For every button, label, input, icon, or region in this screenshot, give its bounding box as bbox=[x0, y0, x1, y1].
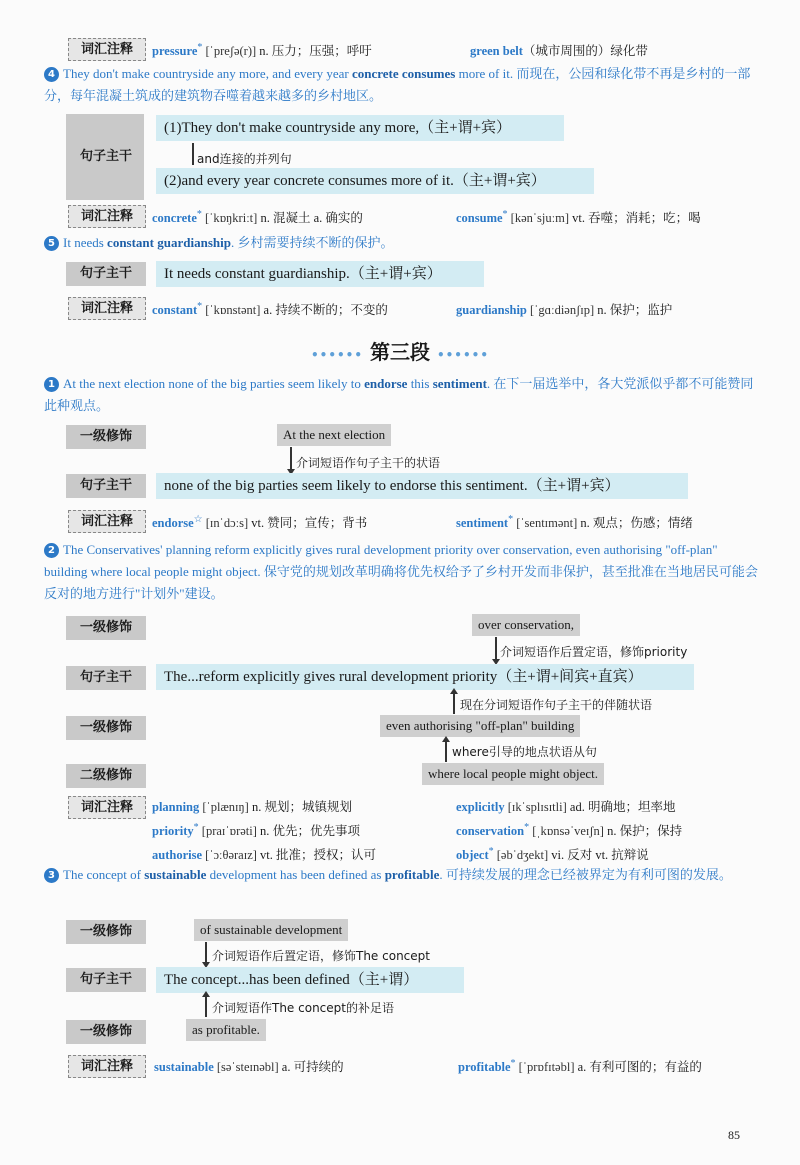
vocab-green-belt: green belt（城市周围的）绿化带 bbox=[470, 44, 648, 58]
vocab-pressure: pressure* [ˈpreʃə(r)] n. 压力；压强；呼吁 bbox=[152, 41, 372, 58]
arrow-down bbox=[290, 447, 292, 471]
arrow-up bbox=[205, 995, 207, 1017]
note: 介词短语作后置定语，修饰priority bbox=[500, 645, 688, 659]
sentence-5: 5 It needs constant guardianship. 乡村需要持续不断的保护。 bbox=[44, 232, 764, 254]
sentence-number: 2 bbox=[44, 543, 59, 558]
main-label: 句子主干 bbox=[66, 262, 146, 286]
vocab-label: 词汇注释 bbox=[68, 510, 146, 533]
main-label: 句子主干 bbox=[66, 968, 146, 992]
mod1-label: 一级修饰 bbox=[66, 1020, 146, 1044]
vocab-label: 词汇注释 bbox=[68, 1055, 146, 1078]
sentence-number: 3 bbox=[44, 868, 59, 883]
decoration-dots: •••••• bbox=[436, 348, 489, 362]
vocab-priority: priority* [praɪˈɒrəti] n. 优先；优先事项 bbox=[152, 821, 361, 838]
mod1-label: 一级修饰 bbox=[66, 425, 146, 449]
main-label: 句子主干 bbox=[66, 474, 146, 498]
sentence-number: 5 bbox=[44, 236, 59, 251]
arrow-down bbox=[495, 637, 497, 661]
sentence-4: 4 They don't make countryside any more, and every year concrete consumes more of it. 而现在，公园和绿化带不再是乡村的一部分，每年混凝土筑成的建筑物吞噬着越来越多的乡村地区。 bbox=[44, 66, 751, 103]
main-clause-2: (2)and every year concrete consumes more of it.（主+谓+宾） bbox=[156, 168, 594, 194]
modifier-box: over conservation, bbox=[472, 614, 580, 636]
vocab-concrete: concrete* [ˈkɒŋkriːt] n. 混凝土 a. 确实的 bbox=[152, 208, 363, 225]
note: 介词短语作后置定语，修饰The concept bbox=[212, 949, 430, 963]
vocab-conservation: conservation* [ˌkɒnsəˈveɪʃn] n. 保护；保持 bbox=[456, 821, 683, 838]
decoration-dots: •••••• bbox=[311, 348, 364, 362]
vocab-label: 词汇注释 bbox=[68, 297, 146, 320]
mod1-label: 一级修饰 bbox=[66, 716, 146, 740]
main-label: 句子主干 bbox=[66, 666, 146, 690]
main-clause: It needs constant guardianship.（主+谓+宾） bbox=[156, 261, 484, 287]
arrow-up bbox=[453, 692, 455, 714]
arrow-down bbox=[205, 942, 207, 964]
main-clause-1: (1)They don't make countryside any more,（主+谓+宾） bbox=[156, 115, 564, 141]
vocab-sentiment: sentiment* [ˈsentɪmənt] n. 观点；伤感；情绪 bbox=[456, 513, 693, 530]
vocab-constant: constant* [ˈkɒnstənt] a. 持续不断的；不变的 bbox=[152, 300, 388, 317]
modifier-box: even authorising "off-plan" building bbox=[380, 715, 580, 737]
vocab-label: 词汇注释 bbox=[68, 38, 146, 61]
note: 介词短语作句子主干的状语 bbox=[296, 456, 441, 470]
mod2-label: 二级修饰 bbox=[66, 764, 146, 788]
modifier-box: as profitable. bbox=[186, 1019, 266, 1041]
sentence-number: 1 bbox=[44, 377, 59, 392]
note: 现在分词短语作句子主干的伴随状语 bbox=[460, 698, 653, 712]
main-clause: The concept...has been defined（主+谓） bbox=[156, 967, 464, 993]
mod1-label: 一级修饰 bbox=[66, 920, 146, 944]
arrow-up bbox=[445, 740, 447, 762]
vocab-guardianship: guardianship [ˈgɑːdiənʃɪp] n. 保护；监护 bbox=[456, 303, 673, 317]
vocab-profitable: profitable* [ˈprɒfɪtəbl] a. 有利可图的；有益的 bbox=[458, 1057, 702, 1074]
vocab-consume: consume* [kənˈsjuːm] vt. 吞噬；消耗；吃；喝 bbox=[456, 208, 701, 225]
note: 介词短语作The concept的补足语 bbox=[212, 1001, 394, 1015]
section-title: •••••• 第三段 •••••• bbox=[311, 340, 489, 364]
note-coordinate: and连接的并列句 bbox=[197, 152, 292, 166]
vocab-planning: planning [ˈplænɪŋ] n. 规划；城镇规划 bbox=[152, 800, 352, 814]
modifier-box: At the next election bbox=[277, 424, 391, 446]
vocab-label: 词汇注释 bbox=[68, 205, 146, 228]
connector-line bbox=[192, 143, 194, 165]
main-clause: none of the big parties seem likely to endorse this sentiment.（主+谓+宾） bbox=[156, 473, 688, 499]
main-clause: The...reform explicitly gives rural development priority（主+谓+间宾+直宾） bbox=[156, 664, 694, 690]
vocab-sustainable: sustainable [səˈsteɪnəbl] a. 可持续的 bbox=[154, 1060, 344, 1074]
modifier-box: of sustainable development bbox=[194, 919, 348, 941]
p3-sentence-2: 2 The Conservatives' planning reform explicitly gives rural development priority over conservation, even authorising "off-plan" building where local people might object. 保守党的规划改革明确将优先权给予了乡村开发而非保护，甚至批准在当地居民可能会反对的地方进行"计划外"建设。 bbox=[44, 542, 758, 601]
p3-sentence-1: 1 At the next election none of the big parties seem likely to endorse this sentiment. 在下一届选举中，各大党派似乎都不可能赞同此种观点。 bbox=[44, 376, 754, 413]
main-label: 句子主干 bbox=[79, 149, 132, 164]
page-number: 85 bbox=[728, 1128, 740, 1142]
vocab-label: 词汇注释 bbox=[68, 796, 146, 819]
vocab-endorse: endorse☆ [ɪnˈdɔːs] vt. 赞同；宣传；背书 bbox=[152, 513, 368, 530]
modifier-box: where local people might object. bbox=[422, 763, 604, 785]
sentence-number: 4 bbox=[44, 67, 59, 82]
vocab-explicitly: explicitly [ɪkˈsplɪsɪtli] ad. 明确地；坦率地 bbox=[456, 800, 676, 814]
vocab-object: object* [əbˈdʒekt] vi. 反对 vt. 抗辩说 bbox=[456, 845, 649, 862]
vocab-authorise: authorise [ˈɔːθəraɪz] vt. 批准；授权；认可 bbox=[152, 848, 377, 862]
mod1-label: 一级修饰 bbox=[66, 616, 146, 640]
note: where引导的地点状语从句 bbox=[452, 745, 597, 759]
p3-sentence-3: 3 The concept of sustainable development has been defined as profitable. 可持续发展的理念已经被界定为有利可图的发展。 bbox=[44, 864, 764, 886]
